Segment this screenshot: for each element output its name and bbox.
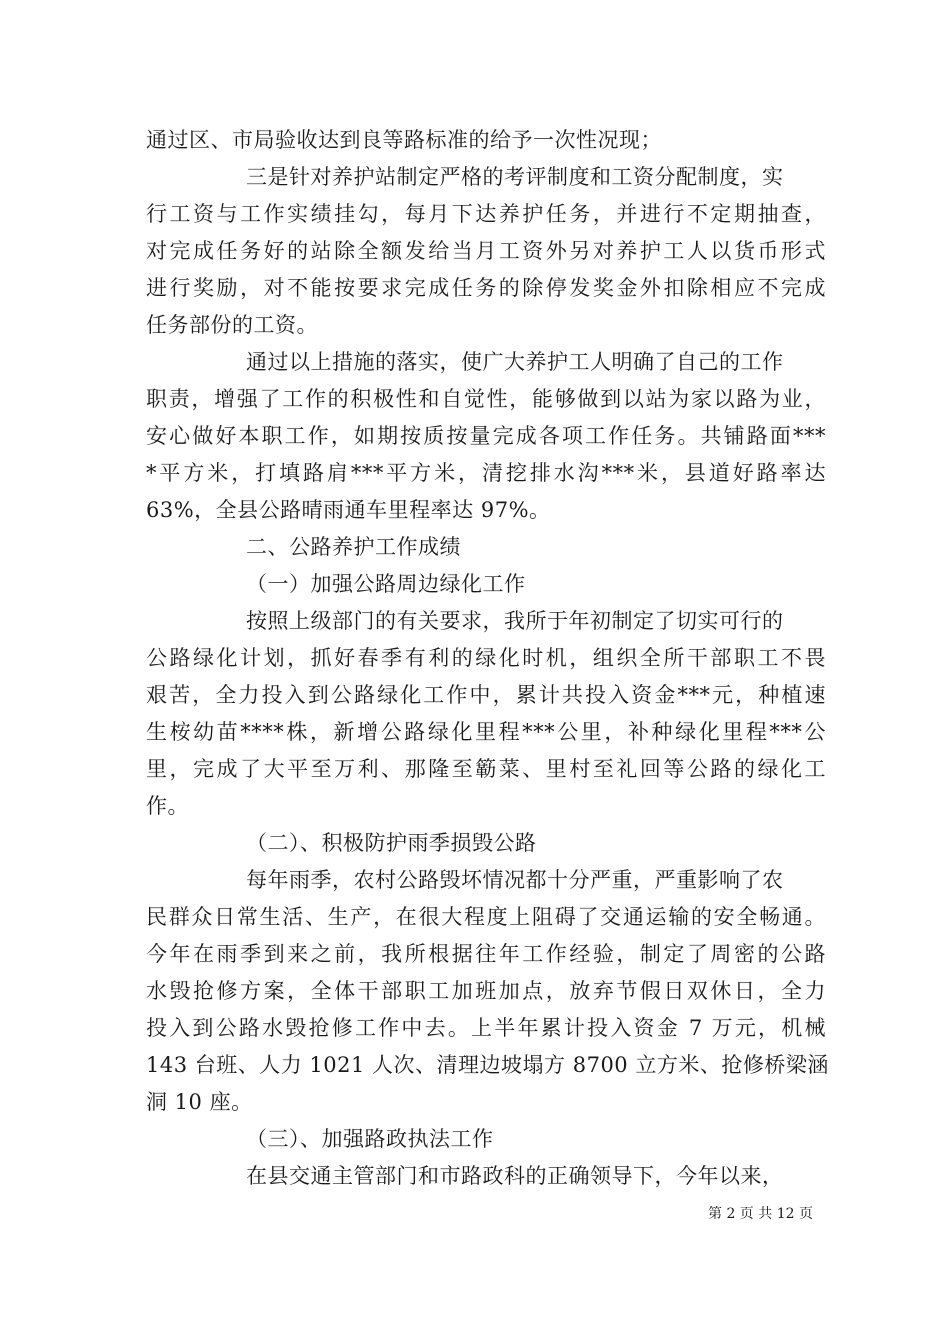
text-line: 作。 <box>146 794 189 818</box>
text-line: 生桉幼苗****株，新增公路绿化里程***公里，补种绿化里程***公 <box>146 720 826 744</box>
text-line: 进行奖励，对不能按要求完成任务的除停发奖金外扣除相应不完成 <box>146 276 826 300</box>
subsection-heading: （三）、加强路政执法工作 <box>246 1127 494 1151</box>
subsection-heading: （一）加强公路周边绿化工作 <box>246 572 526 596</box>
text-line: 公路绿化计划，抓好春季有利的绿化时机，组织全所干部职工不畏 <box>146 646 826 670</box>
text-line: 里，完成了大平至万利、那隆至簕菜、里村至礼回等公路的绿化工 <box>146 757 826 781</box>
text-line: 每年雨季，农村公路毁坏情况都十分严重，严重影响了农 <box>246 868 784 892</box>
text-line: 职责，增强了工作的积极性和自觉性，能够做到以站为家以路为业， <box>146 387 826 411</box>
text-line: 安心做好本职工作，如期按质按量完成各项工作任务。共铺路面*** <box>146 424 826 448</box>
text-line: 63%，全县公路晴雨通车里程率达 97%。 <box>146 498 551 522</box>
text-line: 水毁抢修方案，全体干部职工加班加点，放弃节假日双休日，全力 <box>146 979 826 1003</box>
text-line: *平方米，打填路肩***平方米，清挖排水沟***米，县道好路率达 <box>146 461 826 485</box>
text-line: 投入到公路水毁抢修工作中去。上半年累计投入资金 7 万元，机械 <box>146 1016 826 1040</box>
text-line: 在县交通主管部门和市路政科的正确领导下，今年以来， <box>246 1164 784 1188</box>
text-line: 按照上级部门的有关要求，我所于年初制定了切实可行的 <box>246 609 784 633</box>
text-line: 民群众日常生活、生产，在很大程度上阻碍了交通运输的安全畅通。 <box>146 905 826 929</box>
text-line: 对完成任务好的站除全额发给当月工资外另对养护工人以货币形式 <box>146 239 826 263</box>
text-line: 任务部份的工资。 <box>146 313 318 337</box>
text-line: 143 台班、人力 1021 人次、清理边坡塌方 8700 立方米、抢修桥梁涵 <box>146 1053 829 1077</box>
text-line: 三是针对养护站制定严格的考评制度和工资分配制度，实 <box>246 165 784 189</box>
text-line: 艰苦，全力投入到公路绿化工作中，累计共投入资金***元，种植速 <box>146 683 826 707</box>
page-number: 第 2 页 共 12 页 <box>708 1206 813 1222</box>
text-line: 行工资与工作实绩挂勾，每月下达养护任务，并进行不定期抽查， <box>146 202 826 226</box>
text-line: 今年在雨季到来之前，我所根据往年工作经验，制定了周密的公路 <box>146 942 826 966</box>
subsection-heading: （二）、积极防护雨季损毁公路 <box>246 831 537 855</box>
section-heading: 二、公路养护工作成绩 <box>246 535 461 559</box>
text-line: 通过以上措施的落实，使广大养护工人明确了自己的工作 <box>246 350 784 374</box>
text-line: 通过区、市局验收达到良等路标准的给予一次性况现； <box>146 128 662 152</box>
text-line: 洞 10 座。 <box>146 1090 253 1114</box>
